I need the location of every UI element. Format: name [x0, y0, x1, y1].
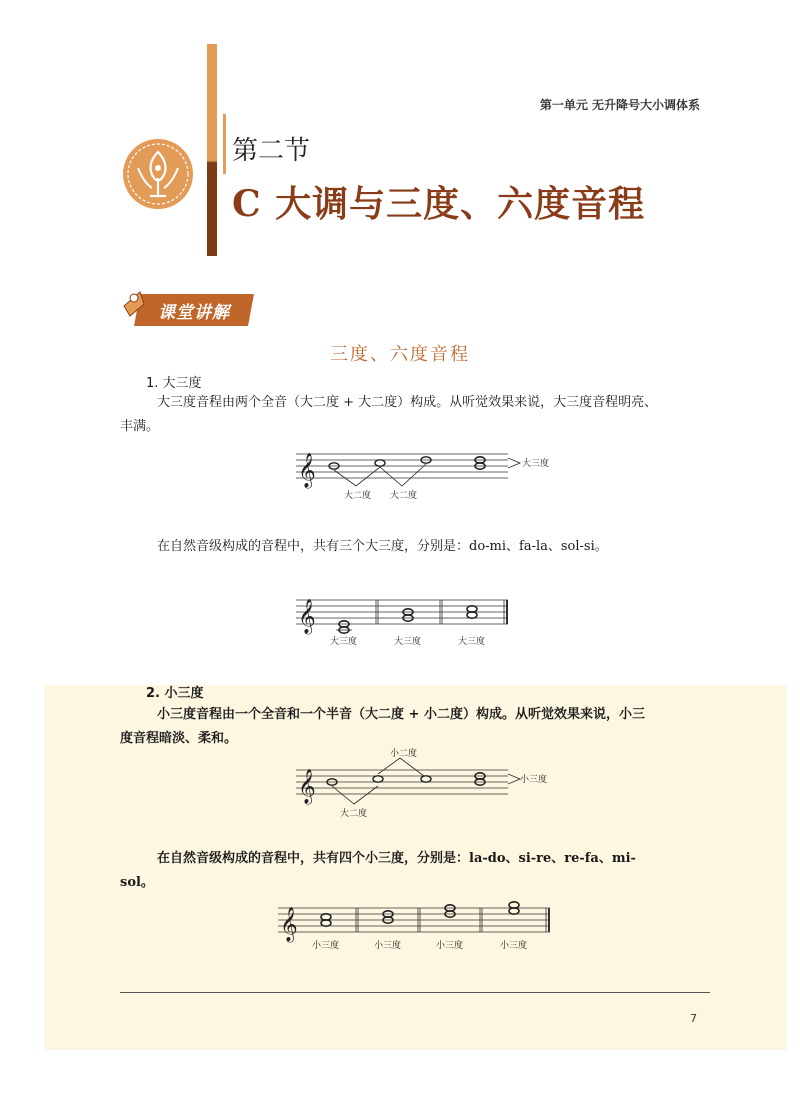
unit-title: 第一单元 无升降号大小调体系 — [539, 98, 700, 112]
major-third-result-label: 大三度 — [522, 459, 550, 469]
minor-third-list-line2: sol。 — [120, 875, 154, 890]
major-third-staff-example — [296, 446, 556, 504]
minor-second-label: 小二度 — [390, 749, 418, 759]
footer-divider — [120, 992, 710, 993]
section-label: 第二节 — [232, 136, 311, 166]
minor-third-staff-example — [296, 744, 556, 822]
music-emblem-icon — [122, 138, 194, 210]
major-third-desc-line2: 丰满。 — [120, 419, 160, 434]
decorative-thin-bar — [223, 114, 226, 174]
minor-third-heading: 2. 小三度 — [146, 686, 204, 701]
minor-third-desc-line1: 小三度音程由一个全音和一个半音（大二度 + 小二度）构成。从听觉效果来说，小三 — [157, 707, 645, 722]
page-number: 7 — [690, 1012, 697, 1025]
major-third-heading: 1. 大三度 — [146, 376, 202, 391]
decorative-vertical-bar — [207, 44, 217, 256]
major-thirds-list-staff — [296, 594, 516, 650]
major-third-list-text: 在自然音级构成的音程中，共有三个大三度，分别是：do-mi、fa-la、sol-si。 — [157, 539, 608, 554]
lesson-banner-label: 课堂讲解 — [158, 303, 230, 323]
minor-third-result-label: 小三度 — [520, 775, 548, 785]
major-third-label-2: 大三度 — [394, 637, 422, 647]
minor-third-label-1: 小三度 — [312, 941, 340, 951]
major-third-desc-line1: 大三度音程由两个全音（大二度 + 大二度）构成。从听觉效果来说，大三度音程明亮、 — [157, 395, 658, 410]
major-second-label: 大二度 — [340, 809, 368, 819]
minor-thirds-list-staff — [278, 898, 558, 954]
major-second-label-a: 大二度 — [344, 491, 372, 501]
major-third-label-1: 大三度 — [330, 637, 358, 647]
major-third-label-3: 大三度 — [458, 637, 486, 647]
minor-third-desc-line2: 度音程暗淡、柔和。 — [120, 731, 238, 746]
chapter-title: C 大调与三度、六度音程 — [232, 183, 646, 225]
treble-clef-icon: 𝄞 — [298, 599, 316, 634]
minor-third-label-2: 小三度 — [374, 941, 402, 951]
minor-third-label-4: 小三度 — [500, 941, 528, 951]
treble-clef-icon: 𝄞 — [298, 453, 316, 488]
minor-third-list-line1: 在自然音级构成的音程中，共有四个小三度，分别是：la-do、si-re、re-fa、mi- — [157, 851, 636, 866]
major-second-label-b: 大二度 — [390, 491, 418, 501]
lesson-banner — [122, 286, 258, 330]
lesson-heading: 三度、六度音程 — [330, 344, 470, 365]
minor-third-label-3: 小三度 — [436, 941, 464, 951]
treble-clef-icon: 𝄞 — [298, 769, 316, 804]
treble-clef-icon: 𝄞 — [280, 907, 298, 942]
